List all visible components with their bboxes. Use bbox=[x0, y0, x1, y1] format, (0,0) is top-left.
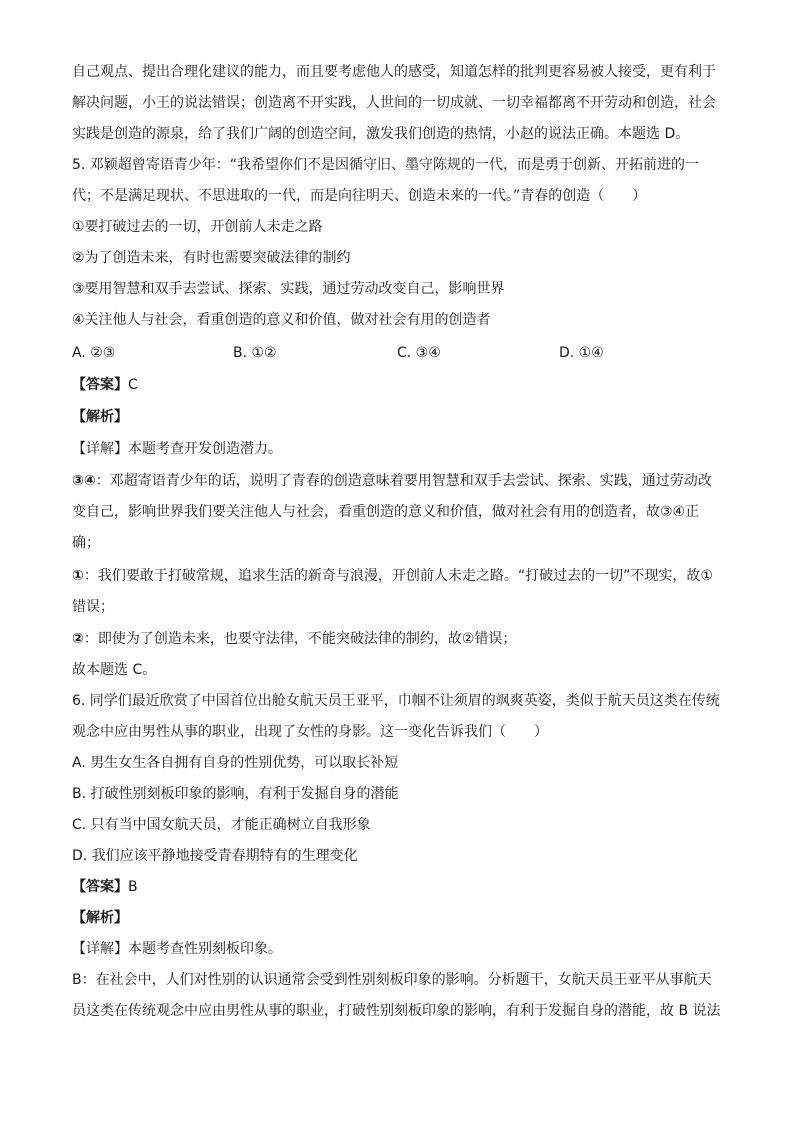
option-d: D. 我们应该平静地接受青春期特有的生理变化 bbox=[72, 848, 358, 864]
answer-value: B bbox=[128, 879, 138, 895]
explanation-line: 员这类在传统观念中应由男性从事的职业，打破性别刻板印象的影响，有利于发掘自身的潜能，故 B 说法 bbox=[72, 1003, 721, 1019]
statement-marker: ② bbox=[72, 631, 84, 647]
statement-4: ④关注他人与社会，看重创造的意义和价值，做对社会有用的创造者 bbox=[72, 312, 491, 328]
option-b: B. ①② bbox=[233, 345, 277, 361]
question-6-stem: 观念中应由男性从事的职业，出现了女性的身影。这一变化告诉我们（ ） bbox=[72, 724, 548, 740]
answer-tag: 【答案】 bbox=[72, 879, 128, 895]
explanation-line bbox=[72, 627, 722, 651]
detail-line: 【详解】本题考查性别刻板印象。 bbox=[72, 941, 282, 957]
answer-tag: 【答案】 bbox=[72, 377, 128, 393]
text-line: 解决问题，小王的说法错误；创造离不开实践，人世间的一切成就、一切幸福都离不开劳动和创造，社会 bbox=[72, 95, 716, 111]
analysis-tag: 【解析】 bbox=[72, 409, 128, 425]
statement-marker: ③④ bbox=[72, 473, 96, 489]
option-a: A. ②③ bbox=[72, 345, 116, 361]
statement-2: ②为了创造未来，有时也需要突破法律的制约 bbox=[72, 250, 351, 266]
statement-marker: ① bbox=[72, 568, 84, 584]
explanation-line: 确； bbox=[72, 535, 100, 551]
conclusion-line: 故本题选 C。 bbox=[72, 662, 157, 678]
explanation-line bbox=[72, 469, 722, 493]
explanation-line bbox=[72, 564, 722, 588]
explanation-line: 变自己，影响世界我们要关注他人与社会，看重创造的意义和价值，做对社会有用的创造者，故③④正 bbox=[72, 504, 700, 520]
option-d: D. ①④ bbox=[559, 345, 604, 361]
question-5-stem: 5. 邓颖超曾寄语青少年：“我希望你们不是因循守旧、墨守陈规的一代，而是勇于创新、开拓前进的一 bbox=[72, 157, 700, 173]
option-a: A. 男生女生各自拥有自身的性别优势，可以取长补短 bbox=[72, 755, 399, 771]
explanation-line: B：在社会中，人们对性别的认识通常会受到性别刻板印象的影响。分析题干，女航天员王亚平从事航天 bbox=[72, 972, 712, 988]
explanation-line: 错误； bbox=[72, 599, 114, 615]
text-line: 实践是创造的源泉，给了我们广阔的创造空间，激发我们创造的热情，小赵的说法正确。本题选 D。 bbox=[72, 126, 690, 142]
question-5-stem: 代；不是满足现状、不思进取的一代，而是向往明天、创造未来的一代。”青春的创造（ ） bbox=[72, 188, 647, 204]
explanation-text: ：我们要敢于打破常规，追求生活的新奇与浪漫，开创前人未走之路。“打破过去的一切”不现实，故① bbox=[83, 568, 713, 584]
question-5-options bbox=[72, 341, 722, 365]
question-6-stem: 6. 同学们最近欣赏了中国首位出舱女航天员王亚平，巾帼不让须眉的飒爽英姿，类似于航天员这类在传统 bbox=[72, 693, 720, 709]
statement-1: ①要打破过去的一切，开创前人未走之路 bbox=[72, 219, 323, 235]
option-c: C. ③④ bbox=[397, 345, 441, 361]
answer-line bbox=[72, 875, 722, 899]
explanation-text: ：邓超寄语青少年的话，说明了青春的创造意味着要用智慧和双手去尝试、探索、实践，通过劳动改 bbox=[95, 473, 712, 489]
option-b: B. 打破性别刻板印象的影响，有利于发掘自身的潜能 bbox=[72, 786, 399, 802]
analysis-tag: 【解析】 bbox=[72, 910, 128, 926]
statement-3: ③要用智慧和双手去尝试、探索、实践，通过劳动改变自己，影响世界 bbox=[72, 281, 505, 297]
explanation-text: ：即使为了创造未来，也要守法律，不能突破法律的制约，故②错误； bbox=[83, 631, 517, 647]
text-line: 自己观点、提出合理化建议的能力，而且要考虑他人的感受，知道怎样的批判更容易被人接受，更有利于 bbox=[72, 64, 716, 80]
detail-line: 【详解】本题考查开发创造潜力。 bbox=[72, 441, 282, 457]
answer-value: C bbox=[128, 377, 138, 393]
option-c: C. 只有当中国女航天员，才能正确树立自我形象 bbox=[72, 817, 371, 833]
answer-line bbox=[72, 373, 722, 397]
